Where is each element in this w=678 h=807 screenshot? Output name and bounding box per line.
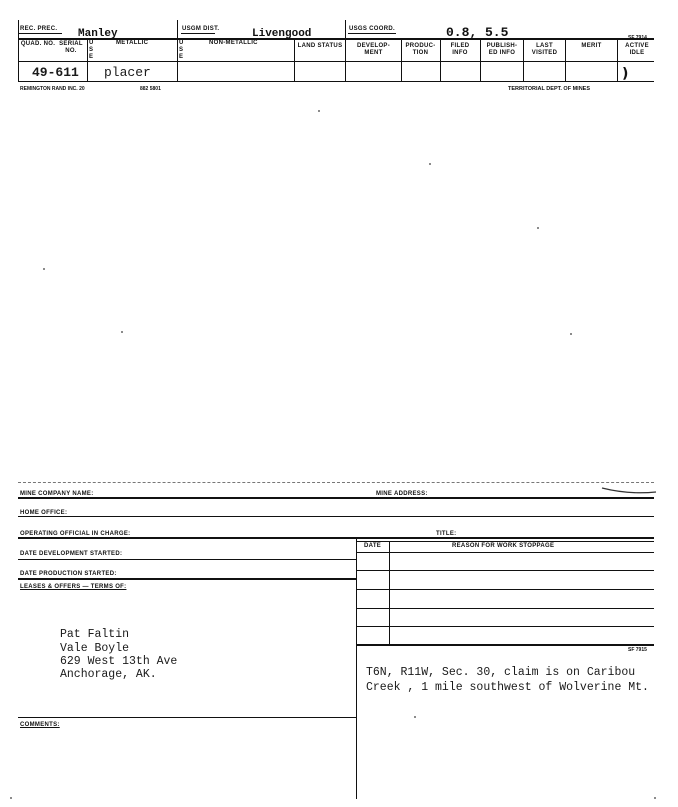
leases-offers-label: LEASES & OFFERS — TERMS OF: — [20, 584, 127, 590]
rec-prec-value: Manley — [78, 28, 118, 40]
home-office-label: HOME OFFICE: — [20, 510, 68, 516]
usgs-coord-value: 0.8, 5.5 — [446, 25, 509, 40]
owner-line: Vale Boyle — [60, 642, 130, 655]
date-column-label: DATE — [364, 543, 382, 549]
col-metallic: METALLIC — [116, 40, 149, 46]
header-top-rule — [18, 38, 654, 40]
printer-imprint: REMINGTON RAND INC. 20 — [20, 86, 85, 92]
location-note-line: Creek , 1 mile southwest of Wolverine Mt. — [366, 681, 649, 694]
col-published-info: PUBLISH- ED INFO — [486, 43, 518, 56]
col-merit: MERIT — [581, 43, 602, 49]
col-filed-info: FILED INFO — [450, 43, 470, 56]
owner-line: Anchorage, AK. — [60, 668, 157, 681]
col-serial-no: SERIAL NO. — [59, 41, 83, 54]
location-note-line: T6N, R11W, Sec. 30, claim is on Caribou — [366, 666, 636, 679]
metallic-value: placer — [104, 65, 151, 80]
quad-serial-value: 49-611 — [32, 65, 79, 80]
date-production-label: DATE PRODUCTION STARTED: — [20, 571, 117, 577]
col-quad-no: QUAD. NO. — [20, 41, 56, 47]
date-development-label: DATE DEVELOPMENT STARTED: — [20, 551, 123, 557]
mine-address-label: MINE ADDRESS: — [376, 491, 428, 497]
pen-stroke — [600, 482, 658, 496]
usgs-coord-label: USGS COORD. — [349, 26, 395, 32]
col-non-metallic: NON-METALLIC — [209, 40, 258, 46]
col-production: PRODUC- TION — [405, 43, 436, 56]
printer-code: 882 5801 — [140, 86, 161, 92]
comments-label: COMMENTS: — [20, 722, 60, 728]
title-label: TITLE: — [436, 531, 457, 537]
operating-official-label: OPERATING OFFICIAL IN CHARGE: — [20, 531, 131, 537]
col-last-visited: LAST VISITED — [531, 43, 558, 56]
owner-line: 629 West 13th Ave — [60, 655, 178, 668]
active-idle-mark: ) — [622, 66, 629, 82]
col-land-status: LAND STATUS — [297, 43, 343, 49]
col-active-idle: ACTIVE IDLE — [625, 43, 649, 56]
col-use-nonmetallic: U S E — [179, 40, 184, 60]
form-number: SF 7914 — [628, 35, 647, 41]
col-use-metallic: U S E — [89, 40, 94, 60]
bottom-form-number: SF 7915 — [628, 647, 647, 653]
usgm-dist-value: Livengood — [252, 28, 312, 40]
department-name: TERRITORIAL DEPT. OF MINES — [508, 86, 590, 92]
col-development: DEVELOP- MENT — [356, 43, 391, 56]
usgm-dist-label: USGM DIST. — [182, 26, 220, 32]
owner-line: Pat Faltin — [60, 628, 130, 641]
rec-prec-label: REC. PREC. — [20, 26, 58, 32]
reason-column-label: REASON FOR WORK STOPPAGE — [452, 543, 555, 549]
mine-company-name-label: MINE COMPANY NAME: — [20, 491, 94, 497]
